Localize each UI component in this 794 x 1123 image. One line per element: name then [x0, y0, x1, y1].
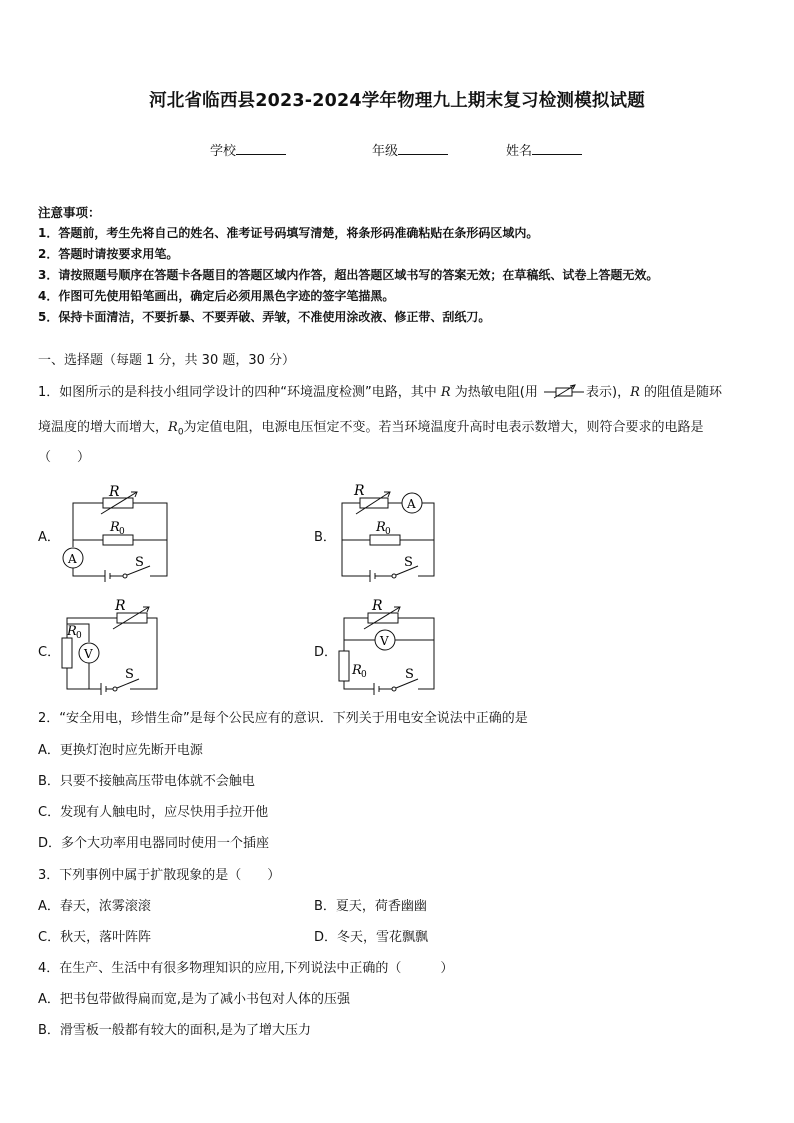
q1-text: 为定值电阻，电源电压恒定不变。若当环境温度升高时电表示数增大，则符合要求的电路是: [183, 420, 704, 435]
note-item: 2．答题时请按要求用笔。: [38, 247, 179, 261]
name-label: 姓名: [506, 144, 533, 159]
ammeter-label: A: [407, 497, 416, 511]
q2-stem: 2．“安全用电，珍惜生命”是每个公民应有的意识．下列关于用电安全说法中正确的是: [38, 711, 528, 726]
circuit-d: [330, 596, 440, 696]
option-c-label[interactable]: C．: [38, 645, 61, 660]
circuit-label-r0: R: [352, 663, 362, 678]
circuit-label-r0-sub: 0: [385, 527, 391, 537]
note-item: 4．作图可先使用铅笔画出，确定后必须用黑色字迹的签字笔描黑。: [38, 289, 395, 303]
circuit-label-r0-sub: 0: [119, 527, 125, 537]
circuit-label-r: R: [115, 598, 126, 614]
circuit-label-r0-sub: 0: [76, 631, 82, 641]
q1-text: 的阻值是随环: [639, 385, 723, 400]
note-item: 1．答题前，考生先将自己的姓名、准考证号码填写清楚，将条形码准确粘贴在条形码区域内。: [38, 226, 539, 240]
q1-line2: [38, 416, 704, 438]
circuit-label-r: R: [372, 598, 383, 614]
circuit-b: [330, 478, 445, 584]
grade-blank[interactable]: [398, 142, 448, 155]
ammeter-label: A: [68, 552, 77, 566]
q3-option-a[interactable]: A．春天，浓雾滚滚: [38, 899, 151, 914]
circuit-c: [55, 596, 165, 696]
var-r0-sub: 0: [177, 427, 184, 438]
voltmeter-label: V: [380, 634, 389, 648]
switch-label: S: [125, 667, 134, 682]
circuit-label-r0-sub: 0: [361, 670, 367, 680]
q1-text: 为热敏电阻(用: [450, 385, 543, 400]
notes-heading: 注意事项：: [38, 205, 101, 220]
circuit-label-r: R: [109, 484, 120, 500]
q4-stem: 4．在生产、生活中有很多物理知识的应用,下列说法中正确的（ ）: [38, 961, 454, 976]
page-title: 河北省临西县2023-2024学年物理九上期末复习检测模拟试题: [149, 91, 645, 111]
q2-option-d[interactable]: D．多个大功率用电器同时使用一个插座: [38, 836, 270, 851]
q2-option-a[interactable]: A．更换灯泡时应先断开电源: [38, 743, 203, 758]
q2-option-c[interactable]: C．发现有人触电时，应尽快用手拉开他: [38, 805, 269, 820]
q1-line1: [38, 381, 722, 400]
voltmeter-label: V: [84, 647, 93, 661]
option-a-label[interactable]: A．: [38, 530, 60, 545]
switch-label: S: [405, 667, 414, 682]
q3-stem: 3．下列事例中属于扩散现象的是（ ）: [38, 868, 281, 883]
switch-label: S: [404, 555, 413, 570]
q4-option-a[interactable]: A．把书包带做得扁而宽,是为了减小书包对人体的压强: [38, 992, 351, 1007]
q3-option-b[interactable]: B．夏天，荷香幽幽: [314, 899, 427, 914]
var-r: R: [630, 385, 640, 400]
q4-option-b[interactable]: B．滑雪板一般都有较大的面积,是为了增大压力: [38, 1023, 312, 1038]
school-label: 学校: [210, 144, 237, 159]
q1-text: 1．如图所示的是科技小组同学设计的四种“环境温度检测”电路，其中: [38, 385, 441, 400]
note-item: 3．请按照题号顺序在答题卡各题目的答题区域内作答，超出答题区域书写的答案无效；在草稿纸、试卷上答题无效。: [38, 268, 659, 282]
grade-field: [372, 140, 448, 159]
school-blank[interactable]: [236, 142, 286, 155]
option-d-label[interactable]: D．: [314, 645, 338, 660]
q1-line3: （ ）: [38, 450, 91, 465]
grade-label: 年级: [372, 144, 399, 159]
thermistor-symbol: [542, 383, 586, 399]
name-blank[interactable]: [532, 142, 582, 155]
section-heading: 一、选择题（每题 1 分，共 30 题，30 分）: [38, 353, 296, 368]
q2-option-b[interactable]: B．只要不接触高压带电体就不会触电: [38, 774, 255, 789]
var-r: R: [440, 385, 451, 400]
switch-label: S: [135, 555, 144, 570]
school-field: [210, 140, 286, 159]
q1-text: 境温度的增大而增大，: [38, 420, 169, 435]
circuit-label-r: R: [354, 483, 365, 499]
var-r0: R: [168, 420, 178, 435]
note-item: 5．保持卡面清洁，不要折暴、不要弄破、弄皱，不准使用涂改液、修正带、刮纸刀。: [38, 310, 491, 324]
circuit-a: [55, 478, 180, 584]
circuit-label-r0: R: [376, 520, 386, 535]
option-b-label[interactable]: B．: [314, 530, 336, 545]
name-field: [506, 140, 582, 159]
q3-option-d[interactable]: D．冬天，雪花飘飘: [314, 930, 429, 945]
circuit-label-r0: R: [110, 520, 120, 535]
circuit-label-r0: R: [67, 624, 77, 639]
q3-option-c[interactable]: C．秋天，落叶阵阵: [38, 930, 152, 945]
q1-text: 表示)，: [586, 385, 631, 400]
